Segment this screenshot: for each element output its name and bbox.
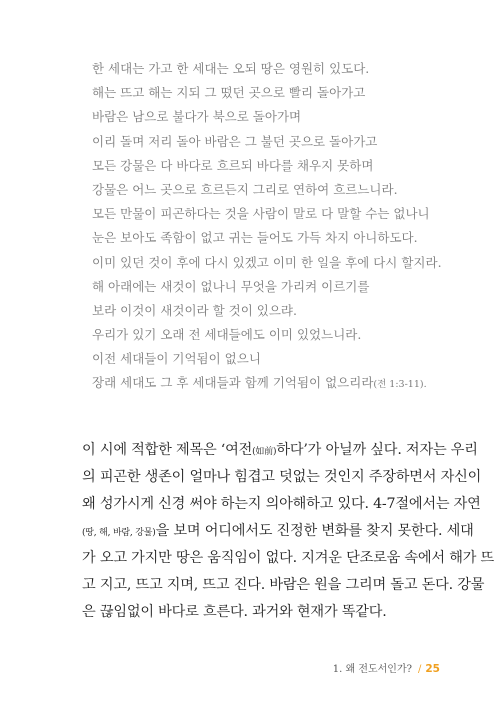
quote-line: 이전 세대들이 기억됨이 없으니 — [92, 351, 261, 367]
scripture-quote — [92, 57, 452, 396]
quote-line: 한 세대는 가고 한 세대는 오되 땅은 영원히 있도다. — [92, 61, 370, 76]
paragraph-line: 의 피곤한 생존이 얼마나 힘겹고 덧없는 것인지 주장하면서 자신이 — [82, 469, 482, 485]
paragraph-line: 고 지고, 뜨고 지며, 뜨고 진다. 바람은 원을 그리며 돌고 돈다. 강물 — [82, 577, 485, 593]
paragraph-line: 이 시에 적합한 제목은 ‘여전(如前)하다’가 아닐까 싶다. 저자는 우리 — [82, 442, 478, 458]
quote-line: 이리 돌며 저리 돌아 바람은 그 불던 곳으로 돌아가고 — [92, 133, 378, 149]
quote-line: 바람은 남으로 불다가 북으로 돌아가며 — [92, 109, 302, 125]
quote-line: 모든 강물은 다 바다로 흐르되 바다를 채우지 못하며 — [92, 157, 374, 173]
quote-line: 눈은 보아도 족함이 없고 귀는 들어도 가득 차지 아니하도다. — [92, 230, 418, 246]
quote-line: 해는 뜨고 해는 지되 그 떴던 곳으로 빨리 돌아가고 — [92, 85, 366, 101]
quote-line: 강물은 어느 곳으로 흐르든지 그리로 연하여 흐르느니라. — [92, 181, 398, 197]
body-paragraph — [82, 437, 495, 626]
nature-annotation: (땅, 해, 바람, 강물) — [82, 528, 156, 538]
quote-line: 해 아래에는 새것이 없나니 무엇을 가리켜 이르기를 — [92, 278, 370, 294]
hanja-annotation: (如前) — [252, 447, 277, 457]
paragraph-line: 은 끊임없이 바다로 흐른다. 과거와 현재가 똑같다. — [82, 604, 387, 620]
quote-line: 우리가 있기 오래 전 세대들에도 이미 있었느니라. — [92, 327, 362, 343]
quote-line-text: 장래 세대도 그 후 세대들과 함께 기억됨이 없으리라 — [92, 375, 374, 391]
paragraph-line: (땅, 해, 바람, 강물)을 보며 어디에서도 진정한 변화를 찾지 못한다. 세대 — [82, 523, 474, 539]
quote-line: 보라 이것이 새것이라 할 것이 있으랴. — [92, 302, 297, 318]
page-footer — [333, 660, 440, 675]
paragraph-line: 왜 성가시게 신경 써야 하는지 의아해하고 있다. 4-7절에서는 자연 — [82, 496, 481, 512]
quote-line-last — [92, 371, 452, 395]
paragraph-line: 가 오고 가지만 땅은 움직임이 없다. 지겨운 단조로움 속에서 해가 뜨 — [82, 550, 495, 566]
chapter-title: 1. 왜 전도서인가? — [332, 664, 412, 675]
quote-line: 모든 만물이 피곤하다는 것을 사람이 말로 다 말할 수는 없나니 — [92, 206, 430, 222]
footer-separator: / — [418, 664, 422, 675]
scripture-reference: (전 1:3-11). — [373, 379, 427, 391]
quote-line: 이미 있던 것이 후에 다시 있겠고 이미 한 일을 후에 다시 할지라. — [92, 254, 442, 270]
page-number: 25 — [425, 663, 440, 675]
